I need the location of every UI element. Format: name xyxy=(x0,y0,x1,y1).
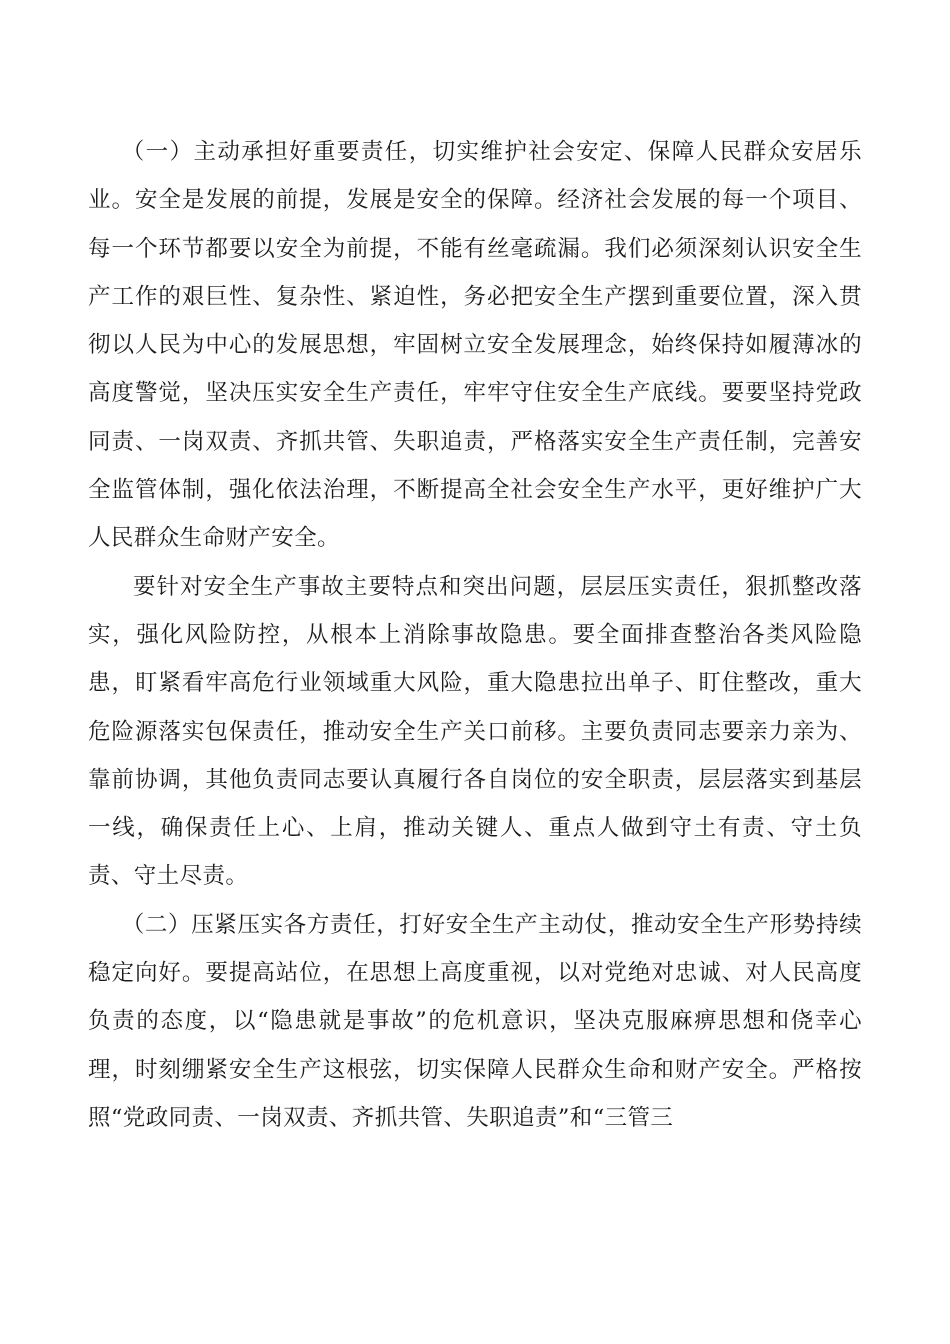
paragraph-body: 要针对安全生产事故主要特点和突出问题，层层压实责任，狠抓整改落实，强化风险防控，从根本上消除事故隐患。要全面排查整治各类风险隐患，盯紧看牢高危行业领域重大风险，重大隐患拉出单子、盯住整改，重大危险源落实包保责任，推动安全生产关口前移。主要负责同志要亲力亲为、靠前协调，其他负责同志要认真履行各自岗位的安全职责，层层落实到基层一线，确保责任上心、上肩，推动关键人、重点人做到守土有责、守土负责、守土尽责。 xyxy=(88,573,862,890)
paragraph-section-two: （二）压紧压实各方责任，打好安全生产主动仗，推动安全生产形势持续稳定向好。要提高站位，在思想上高度重视，以对党绝对忠诚、对人民高度负责的态度，以“隐患就是事故”的危机意识，坚决克服麻痹思想和侥幸心理，时刻绷紧安全生产这根弦，切实保障人民群众生命和财产安全。严格按照“党政同责、一岗双责、齐抓共管、失职追责”和“三管三 xyxy=(88,911,862,1131)
paragraph-section-one: （一）主动承担好重要责任，切实维护社会安定、保障人民群众安居乐业。安全是发展的前提，发展是安全的保障。经济社会发展的每一个项目、每一个环节都要以安全为前提，不能有丝毫疏漏。我们必须深刻认识安全生产工作的艰巨性、复杂性、紧迫性，务必把安全生产摆到重要位置，深入贯彻以人民为中心的发展思想，牢固树立安全发展理念，始终保持如履薄冰的高度警觉，坚决压实安全生产责任，牢牢守住安全生产底线。要要坚持党政同责、一岗双责、齐抓共管、失职追责，严格落实安全生产责任制，完善安全监管体制，强化依法治理，不断提高全社会安全生产水平，更好维护广大人民群众生命财产安全。 xyxy=(88,139,862,552)
document-page xyxy=(88,128,862,1142)
